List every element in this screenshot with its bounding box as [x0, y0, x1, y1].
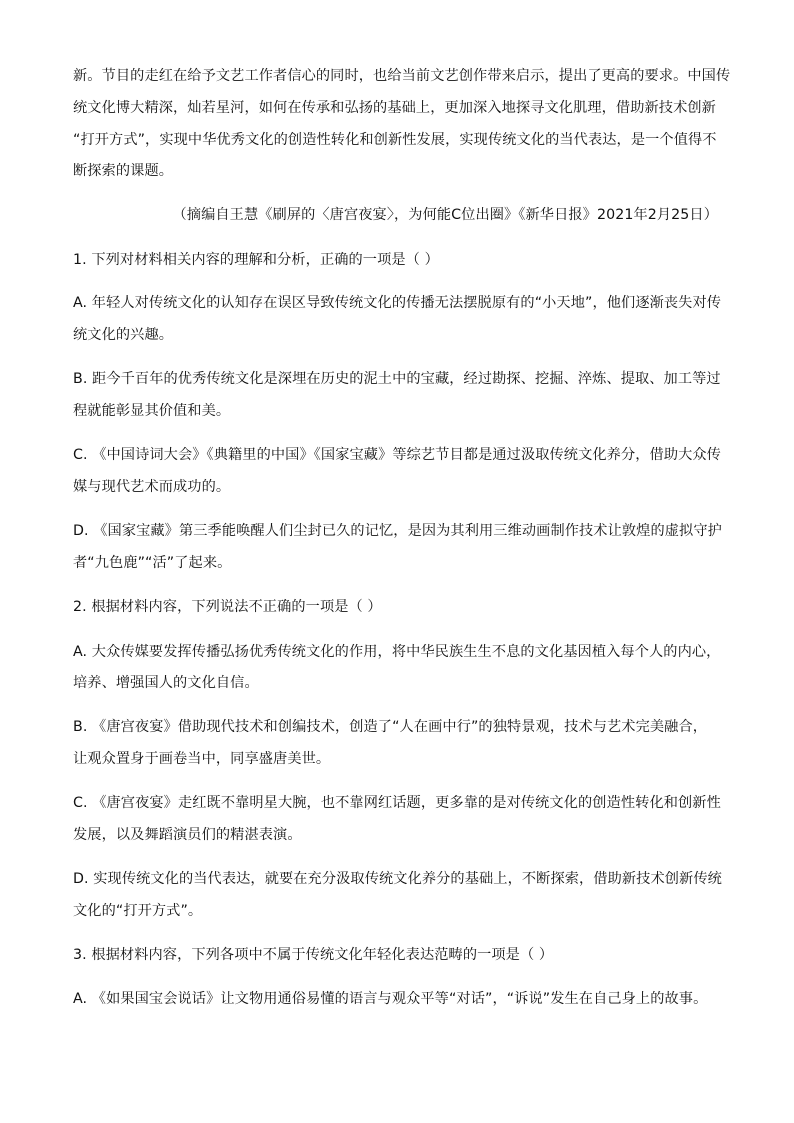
option-b-line: B. 距今千百年的优秀传统文化是深埋在历史的泥土中的宝藏，经过勘探、挖掘、淬炼、提取、加工等过 — [73, 371, 721, 387]
option-d-line: 文化的“打开方式”。 — [73, 903, 203, 919]
option-a-line: 统文化的兴趣。 — [73, 327, 174, 343]
option-c-line: C. 《中国诗词大会》《典籍里的中国》《国家宝藏》等综艺节目都是通过汲取传统文化养分，借助大众传 — [73, 447, 721, 463]
option-b-line: 让观众置身于画卷当中，同享盛唐美世。 — [73, 751, 331, 767]
question-stem: 1. 下列对材料相关内容的理解和分析，正确的一项是（ ） — [73, 252, 439, 268]
option-c-line: C. 《唐宫夜宴》走红既不靠明星大腕，也不靠网红话题，更多靠的是对传统文化的创造性转化和创新性 — [73, 795, 721, 811]
option-d-line: D. 实现传统文化的当代表达，就要在充分汲取传统文化养分的基础上，不断探索，借助新技术创新传统 — [73, 871, 722, 887]
option-c-line: 媒与现代艺术而成功的。 — [73, 479, 231, 495]
option-d-line: D. 《国家宝藏》第三季能唤醒人们尘封已久的记忆，是因为其利用三维动画制作技术让敦煌的虚拟守护 — [73, 523, 722, 539]
option-c-line: 发展，以及舞蹈演员们的精湛表演。 — [73, 827, 302, 843]
intro-line: 新。节目的走红在给予文艺工作者信心的同时，也给当前文艺创作带来启示，提出了更高的要求。中国传 — [73, 68, 731, 84]
option-b-line: 程就能彰显其价值和美。 — [73, 403, 231, 419]
option-a-line: 培养、增强国人的文化自信。 — [73, 675, 259, 691]
source-citation: （摘编自王慧《刷屏的〈唐宫夜宴〉，为何能C位出圈》《新华日报》2021年2月25日） — [172, 207, 718, 223]
option-d-line: 者“九色鹿”“活”了起来。 — [73, 555, 232, 571]
option-a-line: A. 《如果国宝会说话》让文物用通俗易懂的语言与观众平等“对话”，“诉说”发生在自己身上的故事。 — [73, 991, 708, 1007]
intro-line: 断探索的课题。 — [73, 163, 174, 179]
intro-line: “打开方式”，实现中华优秀文化的创造性转化和创新性发展，实现传统文化的当代表达，是一个值得不 — [73, 132, 717, 148]
option-a-line: A. 大众传媒要发挥传播弘扬优秀传统文化的作用，将中华民族生生不息的文化基因植入每个人的内心， — [73, 644, 721, 660]
question-stem: 3. 根据材料内容，下列各项中不属于传统文化年轻化表达范畴的一项是（ ） — [73, 947, 554, 963]
intro-line: 统文化博大精深，灿若星河，如何在传承和弘扬的基础上，更加深入地探寻文化肌理，借助新技术创新 — [73, 100, 716, 116]
option-b-line: B. 《唐宫夜宴》借助现代技术和创编技术，创造了“人在画中行”的独特景观，技术与艺术完美融合， — [73, 719, 708, 735]
option-a-line: A. 年轻人对传统文化的认知存在误区导致传统文化的传播无法摆脱原有的“小天地”，他们逐渐丧失对传 — [73, 295, 722, 311]
question-stem: 2. 根据材料内容，下列说法不正确的一项是（ ） — [73, 599, 382, 615]
